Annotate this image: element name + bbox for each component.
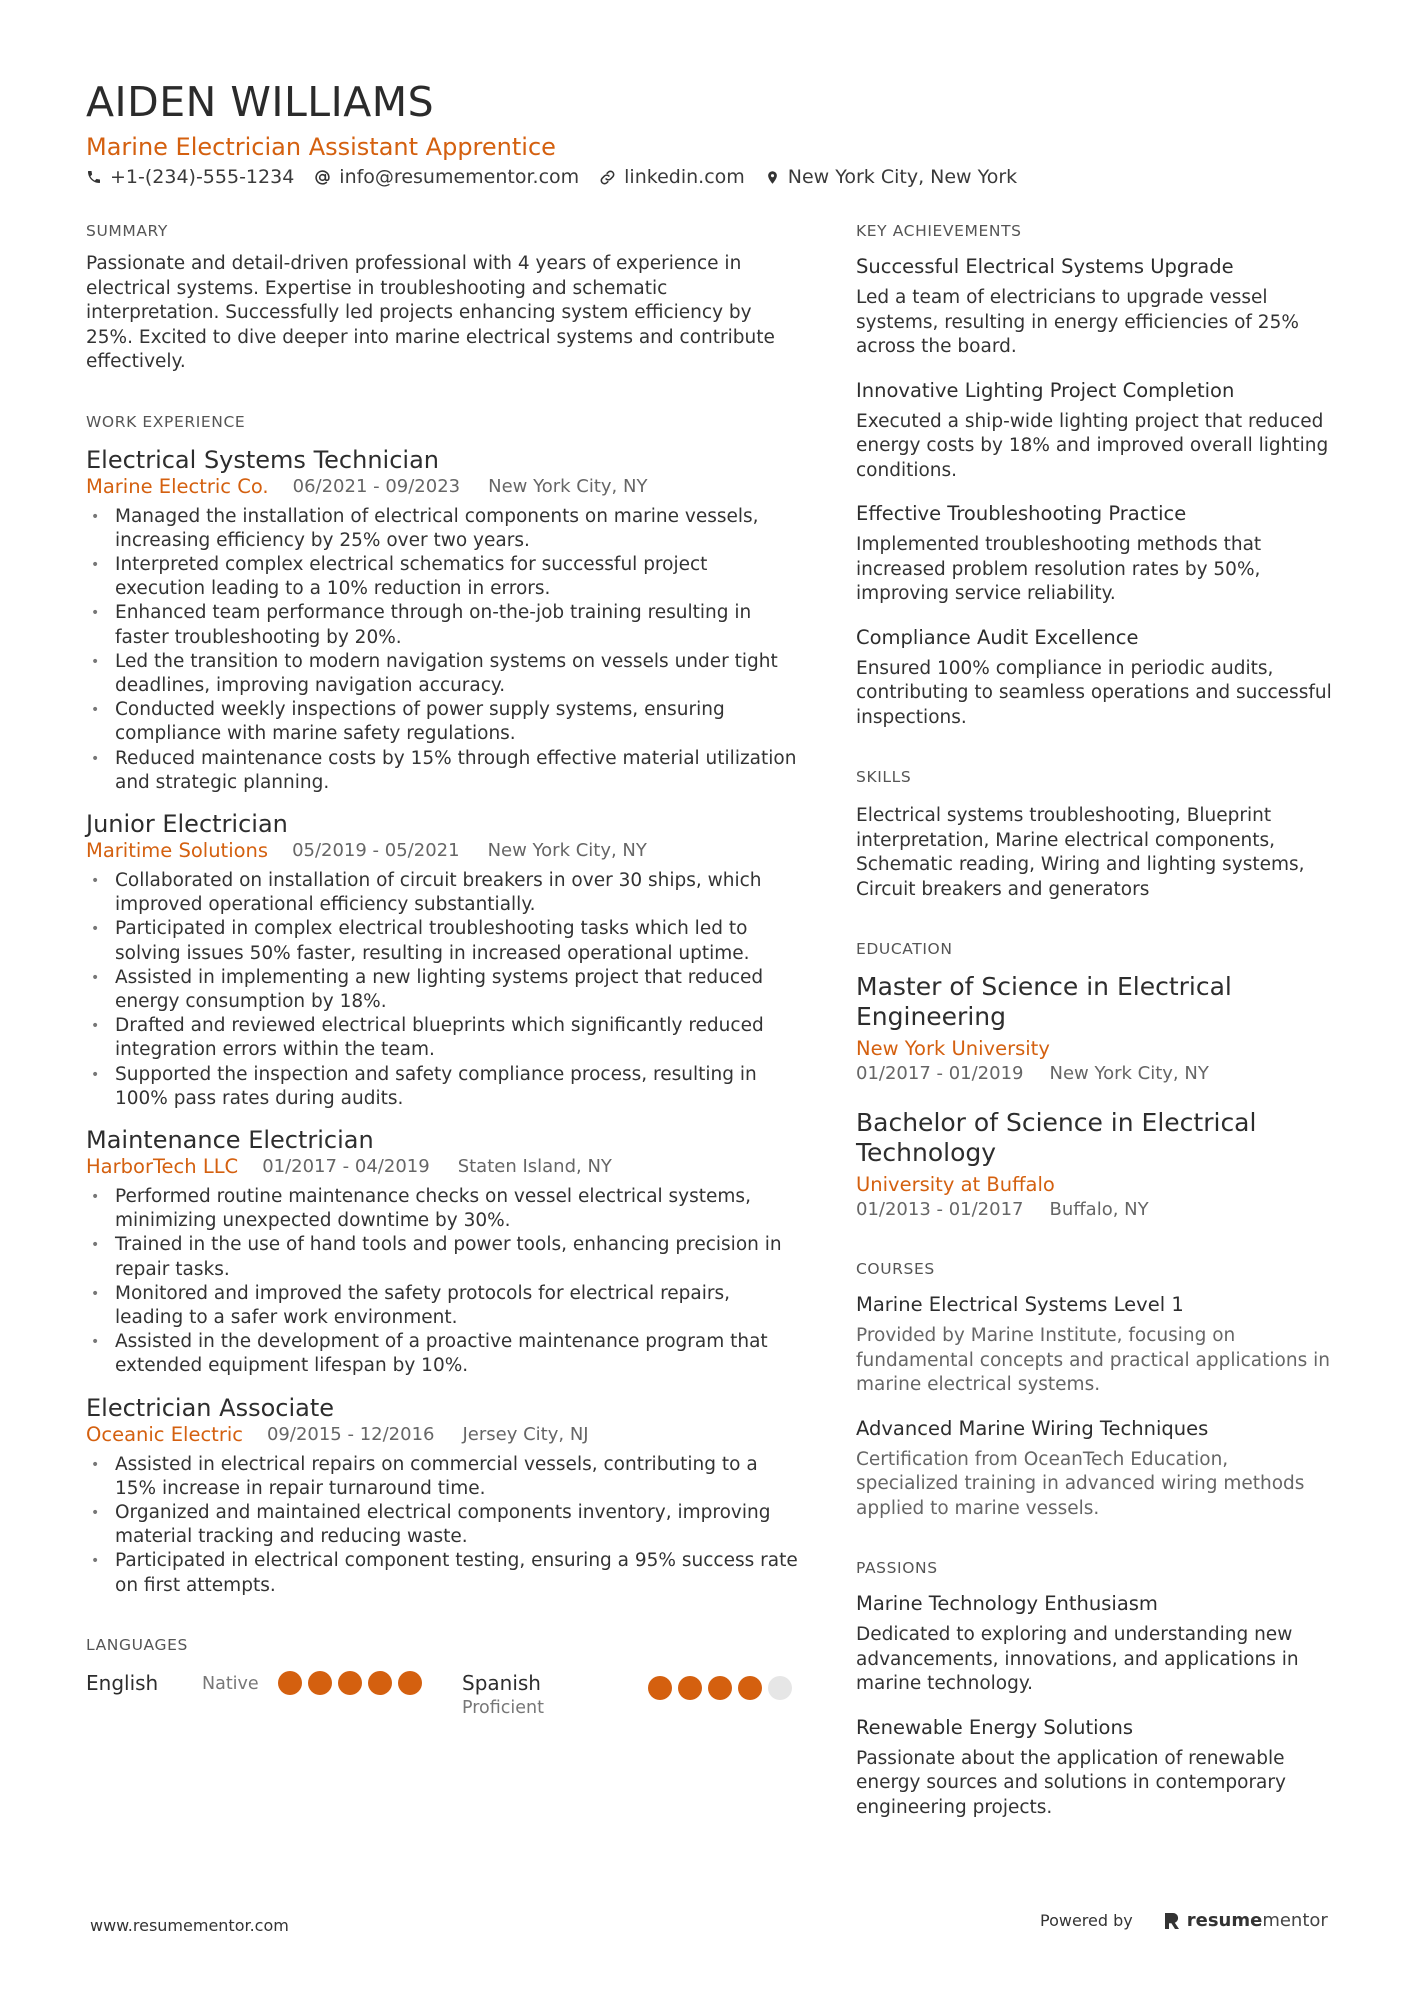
school-name: New York University xyxy=(856,1037,1050,1060)
job-company: Maritime Solutions xyxy=(86,838,269,862)
passion-desc: Passionate about the application of renewable energy sources and solutions in contemporary engineering projects. xyxy=(856,1747,1286,1818)
job-meta xyxy=(86,839,798,863)
job-dates: 01/2017 - 04/2019 xyxy=(262,1155,430,1177)
linkedin-text: linkedin.com xyxy=(624,166,745,188)
at-icon xyxy=(314,169,331,186)
degree-title: Bachelor of Science in Electrical Technology xyxy=(856,1108,1257,1167)
contact-phone[interactable] xyxy=(86,164,294,190)
job-entry xyxy=(86,1125,798,1379)
job-meta xyxy=(86,1423,798,1447)
location-pin-icon xyxy=(765,169,780,186)
brand-name-rest: mentor xyxy=(1262,1910,1328,1931)
job-bullets xyxy=(86,1453,798,1598)
achievement-desc: Implemented troubleshooting methods that increased problem resolution rates by 50%, improving service reliability. xyxy=(856,534,1262,604)
summary-section xyxy=(86,220,798,375)
job-location: Staten Island, NY xyxy=(457,1155,612,1177)
contact-email[interactable] xyxy=(314,164,579,190)
passion-item xyxy=(856,1591,1336,1697)
rating-dot-empty xyxy=(768,1676,792,1700)
job-dates: 05/2019 - 05/2021 xyxy=(292,839,460,861)
achievement-desc: Ensured 100% compliance in periodic audits, contributing to seamless operations and successful inspections. xyxy=(856,657,1332,728)
language-level: Proficient xyxy=(462,1697,544,1718)
language-level-wrap xyxy=(202,1670,278,1696)
rating-dot-filled xyxy=(278,1671,302,1695)
education-dates: 01/2017 - 01/2019 xyxy=(856,1063,1024,1084)
job-title: Maintenance Electrician xyxy=(86,1125,374,1154)
school-name: University at Buffalo xyxy=(856,1173,1055,1196)
email-text: info@resumementor.com xyxy=(339,166,580,188)
footer-branding xyxy=(1040,1910,1328,1931)
right-column xyxy=(856,220,1336,1856)
passion-desc: Dedicated to exploring and understanding new advancements, innovations, and applications in marine technology. xyxy=(856,1624,1299,1694)
passion-item xyxy=(856,1715,1336,1821)
achievement-item xyxy=(856,625,1336,731)
rating-dot-filled xyxy=(338,1671,362,1695)
phone-icon xyxy=(86,169,102,185)
list-item: • Reduced maintenance costs by 15% through effective material utilization and strategic planning. xyxy=(86,747,798,795)
list-item: • Trained in the use of hand tools and power tools, enhancing precision in repair tasks. xyxy=(86,1233,798,1281)
achievement-title: Successful Electrical Systems Upgrade xyxy=(856,255,1234,278)
job-entry xyxy=(86,445,798,795)
phone-text: +1-(234)-555-1234 xyxy=(110,166,295,188)
education-meta xyxy=(856,1062,1336,1086)
passions-section xyxy=(856,1557,1336,1820)
section-title: SUMMARY xyxy=(86,222,168,240)
courses-section xyxy=(856,1258,1336,1521)
language-rating xyxy=(648,1670,798,1700)
language-level: Native xyxy=(202,1673,259,1694)
list-item: • Participated in complex electrical troubleshooting tasks which led to solving issues 50% faster, resulting in increased operational uptime. xyxy=(86,917,798,965)
language-name: English xyxy=(86,1670,159,1695)
job-company: Oceanic Electric xyxy=(86,1422,243,1446)
job-title: Electrician Associate xyxy=(86,1393,335,1422)
job-bullets xyxy=(86,869,798,1111)
job-title: Electrical Systems Technician xyxy=(86,445,439,474)
achievements-section xyxy=(856,220,1336,730)
achievement-desc: Executed a ship-wide lighting project that reduced energy costs by 18% and improved overall lighting conditions. xyxy=(856,410,1329,481)
job-bullets xyxy=(86,505,798,795)
section-title: EDUCATION xyxy=(856,940,953,958)
rating-dot-filled xyxy=(648,1676,672,1700)
summary-text: Passionate and detail-driven professional with 4 years of experience in electrical systems. Expertise in troubleshooting and schematic interpretation. Successfully led projects enhancing system efficiency by 25%. Excited to dive deeper into marine electrical systems and contribute effectively. xyxy=(86,253,775,372)
rating-dot-filled xyxy=(308,1671,332,1695)
list-item: • Led the transition to modern navigation systems on vessels under tight deadlines, improving navigation accuracy. xyxy=(86,650,798,698)
course-title: Marine Electrical Systems Level 1 xyxy=(856,1293,1184,1316)
section-title: KEY ACHIEVEMENTS xyxy=(856,222,1022,240)
language-name: Spanish xyxy=(462,1670,541,1695)
achievement-title: Innovative Lighting Project Completion xyxy=(856,378,1235,402)
skills-text: Electrical systems troubleshooting, Blueprint interpretation, Marine electrical components, Schematic reading, Wiring and lighting systems, Circuit breakers and generators xyxy=(856,805,1305,900)
list-item: • Assisted in electrical repairs on commercial vessels, contributing to a 15% increase in repair turnaround time. xyxy=(86,1453,798,1501)
language-name-wrap xyxy=(86,1670,202,1696)
passion-title: Marine Technology Enthusiasm xyxy=(856,1592,1158,1615)
contact-bar xyxy=(86,164,1037,190)
education-dates: 01/2013 - 01/2017 xyxy=(856,1199,1024,1220)
course-desc: Certification from OceanTech Education, specialized training in advanced wiring methods applied to marine vessels. xyxy=(856,1448,1305,1519)
rating-dot-filled xyxy=(398,1671,422,1695)
job-location: New York City, NY xyxy=(488,475,648,497)
language-name-wrap xyxy=(462,1670,648,1720)
job-meta xyxy=(86,475,798,499)
candidate-role: Marine Electrician Assistant Apprentice xyxy=(86,133,556,161)
powered-by-label: Powered by xyxy=(1040,1911,1133,1930)
section-title: SKILLS xyxy=(856,768,912,786)
job-dates: 09/2015 - 12/2016 xyxy=(266,1423,435,1445)
education-section xyxy=(856,938,1336,1222)
list-item: • Managed the installation of electrical components on marine vessels, increasing efficiency by 25% over two years. xyxy=(86,505,798,553)
language-item xyxy=(462,1670,798,1720)
brand-name-bold: resume xyxy=(1186,1910,1263,1931)
rating-dot-filled xyxy=(738,1676,762,1700)
link-icon xyxy=(599,169,616,186)
education-meta xyxy=(856,1198,1336,1222)
list-item: • Monitored and improved the safety protocols for electrical repairs, leading to a safer work environment. xyxy=(86,1282,798,1330)
achievement-title: Compliance Audit Excellence xyxy=(856,625,1139,649)
left-column xyxy=(86,220,798,1756)
list-item: • Drafted and reviewed electrical blueprints which significantly reduced integration errors within the team. xyxy=(86,1014,798,1062)
course-desc: Provided by Marine Institute, focusing on fundamental concepts and practical applications in marine electrical systems. xyxy=(856,1325,1330,1395)
experience-section xyxy=(86,411,798,1598)
section-title: WORK EXPERIENCE xyxy=(86,412,246,431)
list-item: • Collaborated on installation of circuit breakers in over 30 ships, which improved operational efficiency substantially. xyxy=(86,869,798,917)
rating-dot-filled xyxy=(708,1676,732,1700)
section-title: COURSES xyxy=(856,1260,935,1278)
list-item: • Assisted in the development of a proactive maintenance program that extended equipment lifespan by 10%. xyxy=(86,1330,798,1378)
list-item: • Supported the inspection and safety compliance process, resulting in 100% pass rates during audits. xyxy=(86,1063,798,1111)
list-item: • Performed routine maintenance checks on vessel electrical systems, minimizing unexpected downtime by 30%. xyxy=(86,1185,798,1233)
course-item xyxy=(856,1416,1336,1522)
achievement-item xyxy=(856,254,1336,360)
job-title: Junior Electrician xyxy=(86,809,288,838)
job-location: Jersey City, NJ xyxy=(462,1423,589,1445)
contact-location xyxy=(765,164,1017,190)
language-item xyxy=(86,1670,462,1720)
achievement-desc: Led a team of electricians to upgrade vessel systems, resulting in energy efficiencies of 25% across the board. xyxy=(856,287,1299,357)
languages-section xyxy=(86,1634,798,1720)
job-company: HarborTech LLC xyxy=(86,1154,239,1178)
list-item: • Conducted weekly inspections of power supply systems, ensuring compliance with marine safety regulations. xyxy=(86,698,798,746)
languages-list xyxy=(86,1670,798,1720)
resumementor-logo-icon xyxy=(1163,1911,1181,1931)
rating-dot-filled xyxy=(678,1676,702,1700)
rating-dot-filled xyxy=(368,1671,392,1695)
job-dates: 06/2021 - 09/2023 xyxy=(292,475,461,497)
course-item xyxy=(856,1292,1336,1398)
job-entry xyxy=(86,1393,798,1598)
list-item: • Assisted in implementing a new lighting systems project that reduced energy consumption by 18%. xyxy=(86,966,798,1014)
footer-website[interactable]: www.resumementor.com xyxy=(90,1916,289,1935)
job-meta xyxy=(86,1155,798,1179)
candidate-name: AIDEN WILLIAMS xyxy=(86,78,435,126)
education-location: New York City, NY xyxy=(1049,1063,1209,1084)
job-location: New York City, NY xyxy=(487,839,647,861)
education-location: Buffalo, NY xyxy=(1049,1199,1149,1220)
section-title: LANGUAGES xyxy=(86,1635,188,1654)
job-entry xyxy=(86,809,798,1111)
achievement-item xyxy=(856,501,1336,607)
brand-logo[interactable] xyxy=(1163,1910,1328,1931)
skills-section xyxy=(856,766,1336,902)
contact-linkedin[interactable] xyxy=(599,164,745,190)
list-item: • Organized and maintained electrical components inventory, improving material tracking and reducing waste. xyxy=(86,1501,798,1549)
education-item xyxy=(856,972,1336,1086)
location-text: New York City, New York xyxy=(787,166,1018,188)
achievement-title: Effective Troubleshooting Practice xyxy=(856,502,1187,525)
achievement-item xyxy=(856,378,1336,484)
job-bullets xyxy=(86,1185,798,1379)
degree-title: Master of Science in Electrical Engineering xyxy=(856,972,1232,1031)
section-title: PASSIONS xyxy=(856,1559,938,1577)
course-title: Advanced Marine Wiring Techniques xyxy=(856,1416,1209,1440)
list-item: • Participated in electrical component testing, ensuring a 95% success rate on first attempts. xyxy=(86,1549,798,1597)
education-item xyxy=(856,1108,1336,1222)
list-item: • Enhanced team performance through on-the-job training resulting in faster troubleshooting by 20%. xyxy=(86,601,798,649)
language-rating xyxy=(278,1670,428,1695)
job-company: Marine Electric Co. xyxy=(86,474,269,498)
passion-title: Renewable Energy Solutions xyxy=(856,1715,1133,1739)
list-item: • Interpreted complex electrical schematics for successful project execution leading to a 10% reduction in errors. xyxy=(86,553,798,601)
